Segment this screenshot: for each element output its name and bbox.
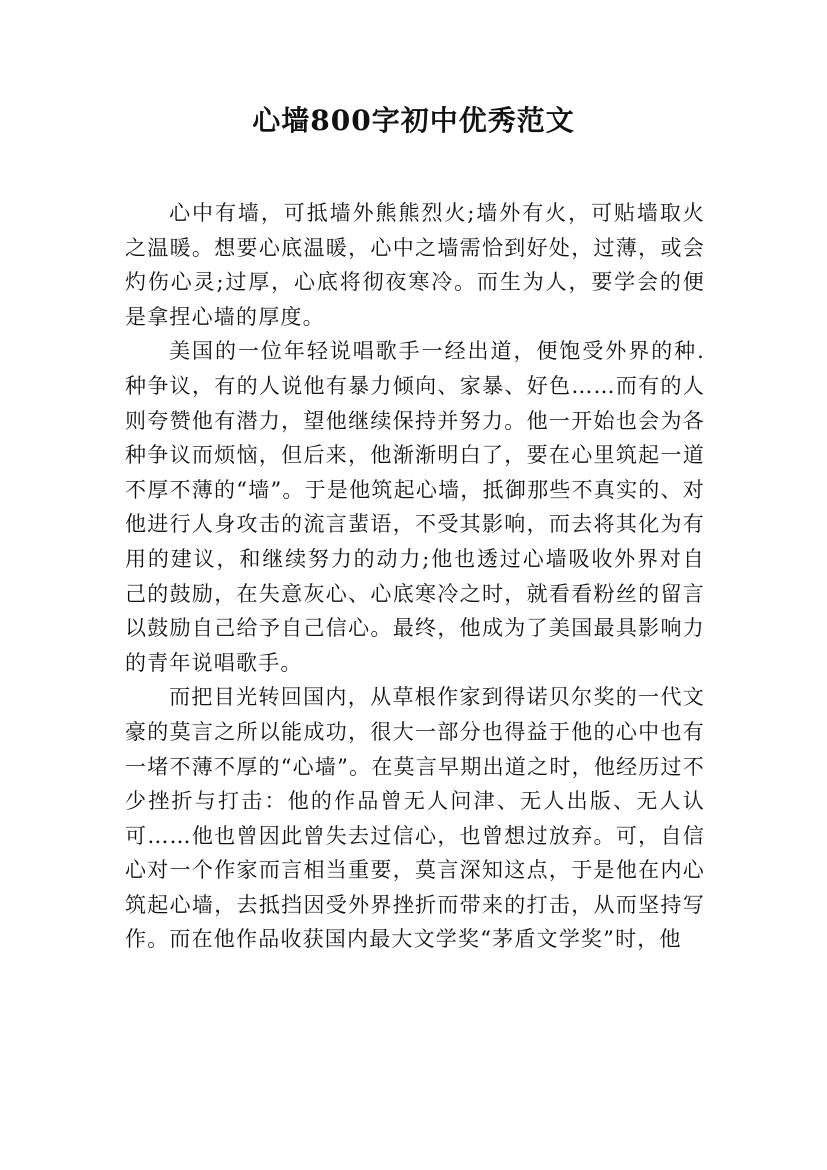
- paragraph: 心中有墙，可抵墙外熊熊烈火;墙外有火，可贴墙取火之温暖。想要心底温暖，心中之墙需恰到好处，过薄，或会灼伤心灵;过厚，心底将彻夜寒冷。而生为人，要学会的便是拿捏心墙的厚度。: [125, 201, 705, 329]
- document-title: 心墙800字初中优秀范文: [252, 104, 575, 137]
- paragraph: 美国的一位年轻说唱歌手一经出道，便饱受外界的种.种争议，有的人说他有暴力倾向、家暴、好色……而有的人则夸赞他有潜力，望他继续保持并努力。他一开始也会为各种争议而烦恼，但后来，他渐渐明白了，要在心里筑起一道不厚不薄的“墙”。于是他筑起心墙，抵御那些不真实的、对他进行人身攻击的流言蜚语，不受其影响，而去将其化为有用的建议，和继续努力的动力;他也透过心墙吸收外界对自己的鼓励，在失意灰心、心底寒冷之时，就看看粉丝的留言以鼓励自己给予自己信心。最终，他成为了美国最具影响力的青年说唱歌手。: [125, 339, 705, 675]
- paragraph: 而把目光转回国内，从草根作家到得诺贝尔奖的一代文豪的莫言之所以能成功，很大一部分也得益于他的心中也有一堵不薄不厚的“心墙”。在莫言早期出道之时，他经历过不少挫折与打击：他的作品曾无人问津、无人出版、无人认可……他也曾因此曾失去过信心，也曾想过放弃。可，自信心对一个作家而言相当重要，莫言深知这点，于是他在内心筑起心墙，去抵挡因受外界挫折而带来的打击，从而坚持写作。而在他作品收获国内最大文学奖“茅盾文学奖”时，他: [125, 685, 705, 952]
- document-body: [125, 196, 705, 957]
